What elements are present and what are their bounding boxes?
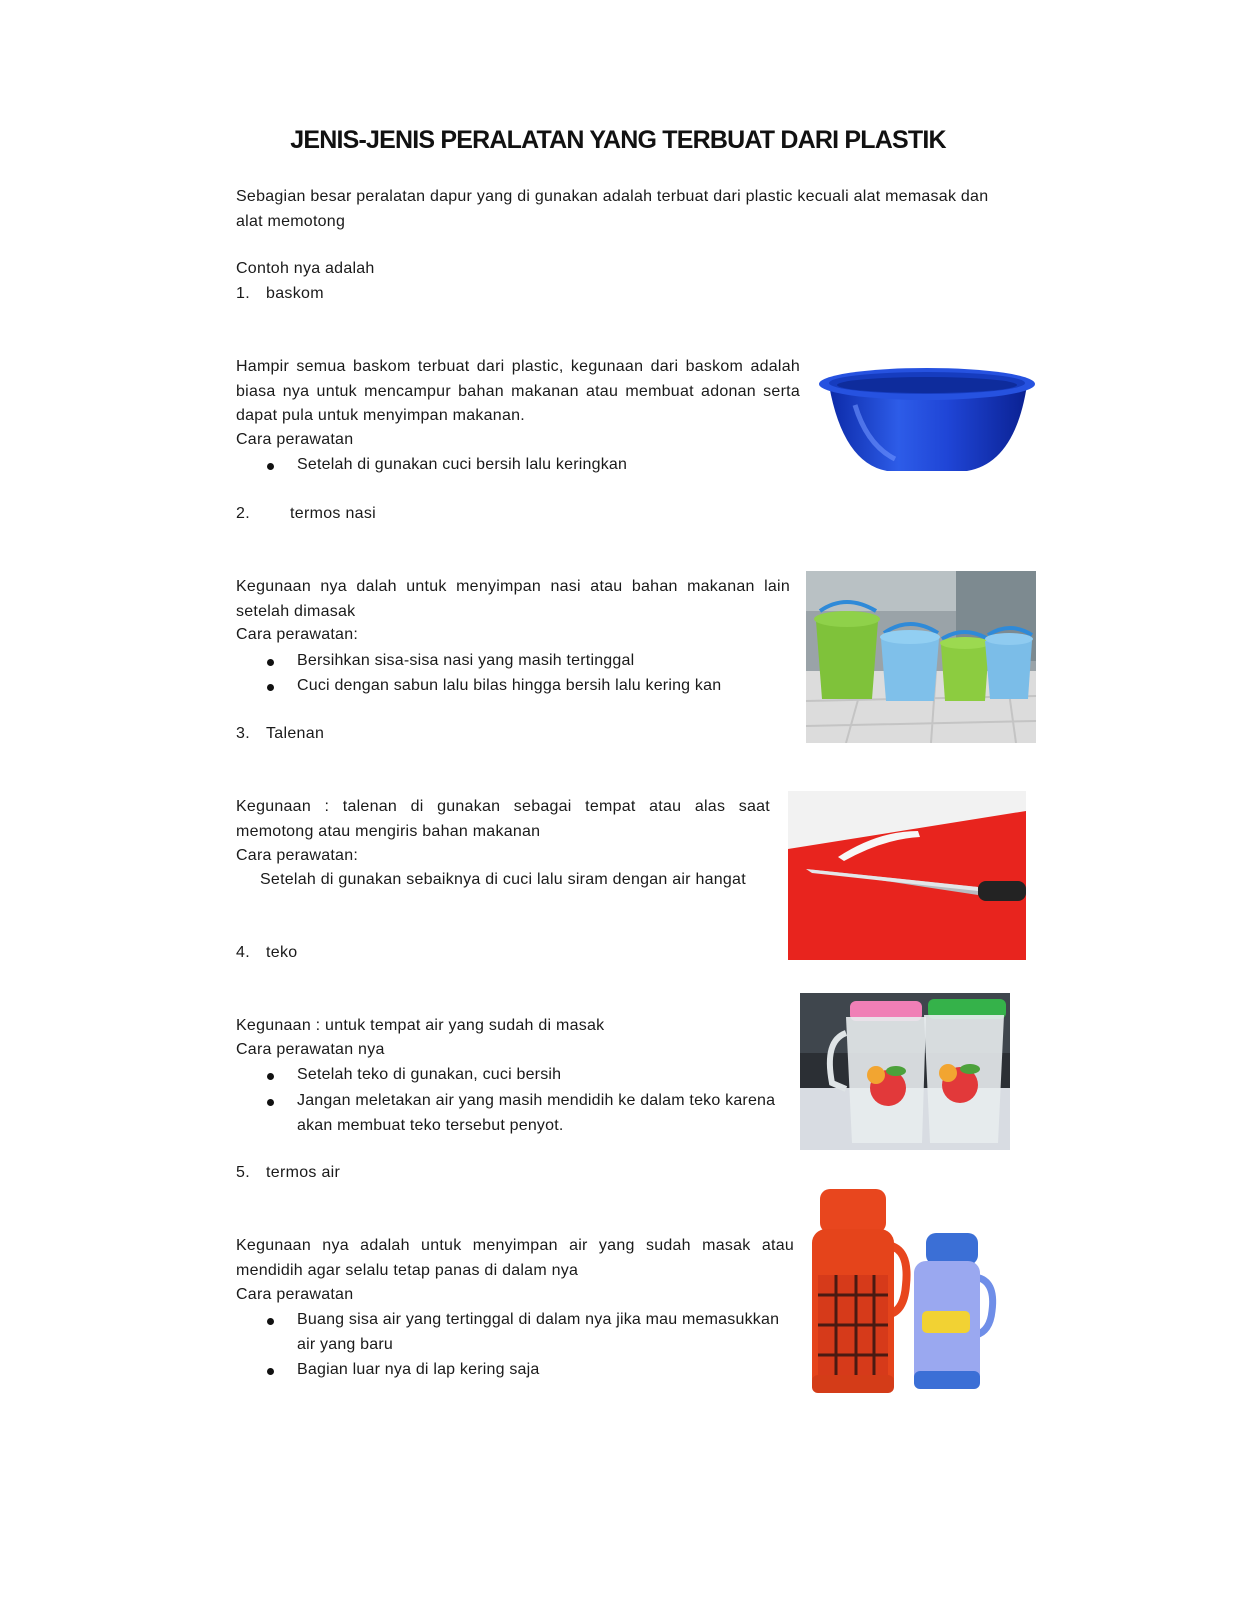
item-number: 4. [236, 944, 250, 961]
item-description: Kegunaan : talenan di gunakan sebagai tempat atau alas saat memotong atau mengiris bahan makanan [236, 798, 770, 840]
item-number: 3. [236, 725, 250, 742]
care-bullet [267, 1063, 787, 1088]
care-text: Jangan meletakan air yang masih mendidih ke dalam teko karena akan membuat teko tersebut penyot. [297, 1092, 776, 1134]
care-bullet [267, 649, 797, 674]
care-text: Setelah di gunakan cuci bersih lalu keringkan [297, 456, 628, 473]
care-label: Cara perawatan nya [236, 1041, 385, 1058]
care-text: Bagian luar nya di lap kering saja [297, 1361, 540, 1378]
bullet-dot [267, 1099, 274, 1106]
care-label: Cara perawatan: [236, 847, 359, 864]
item-name-teko: teko [266, 944, 298, 961]
care-text: Setelah di gunakan sebaiknya di cuci lalu siram dengan air hangat [260, 871, 746, 888]
item-number: 2. [236, 505, 250, 522]
item-number: 1. [236, 285, 250, 302]
care-text: Bersihkan sisa-sisa nasi yang masih tertinggal [297, 652, 635, 669]
bullet-dot [267, 659, 274, 666]
care-bullet [267, 1358, 797, 1383]
basin-image [815, 355, 1040, 483]
care-text: Buang sisa air yang tertinggal di dalam nya jika mau memasukkan air yang baru [297, 1311, 780, 1353]
care-bullet [267, 674, 797, 699]
item-name-termos-nasi: termos nasi [290, 505, 376, 522]
care-label: Cara perawatan: [236, 626, 359, 643]
care-label: Cara perawatan [236, 431, 354, 448]
examples-label: Contoh nya adalah [236, 260, 375, 277]
rice-container-image [806, 571, 1036, 743]
page-title: JENIS-JENIS PERALATAN YANG TERBUAT DARI PLASTIK [290, 126, 946, 154]
item-description: Kegunaan nya adalah untuk menyimpan air yang sudah masak atau mendidih agar selalu tetap panas di dalam nya [236, 1237, 794, 1279]
bullet-dot [267, 684, 274, 691]
thermos-image [806, 1185, 1006, 1397]
bullet-dot [267, 1368, 274, 1375]
bullet-dot [267, 1318, 274, 1325]
care-label: Cara perawatan [236, 1286, 354, 1303]
care-text: Cuci dengan sabun lalu bilas hingga bersih lalu kering kan [297, 677, 722, 694]
item-name-baskom: baskom [266, 285, 324, 302]
item-description: Hampir semua baskom terbuat dari plastic, kegunaan dari baskom adalah biasa nya untuk mencampur bahan makanan atau membuat adonan serta dapat pula untuk menyimpan makanan. [236, 358, 800, 424]
bullet-dot [267, 463, 274, 470]
bullet-dot [267, 1073, 274, 1080]
intro-paragraph: Sebagian besar peralatan dapur yang di gunakan adalah terbuat dari plastic kecuali alat memasak dan alat memotong [236, 188, 989, 230]
item-name-termos-air: termos air [266, 1164, 341, 1181]
item-number: 5. [236, 1164, 250, 1181]
pitcher-image [800, 993, 1010, 1150]
item-description: Kegunaan nya dalah untuk menyimpan nasi atau bahan makanan lain setelah dimasak [236, 578, 790, 620]
care-bullet [267, 453, 807, 478]
care-bullet [267, 1308, 797, 1358]
care-text: Setelah teko di gunakan, cuci bersih [297, 1066, 562, 1083]
item-name-talenan: Talenan [266, 725, 325, 742]
cutting-board-image [788, 791, 1026, 960]
item-description: Kegunaan : untuk tempat air yang sudah di masak [236, 1017, 605, 1034]
care-bullet [267, 1089, 792, 1139]
